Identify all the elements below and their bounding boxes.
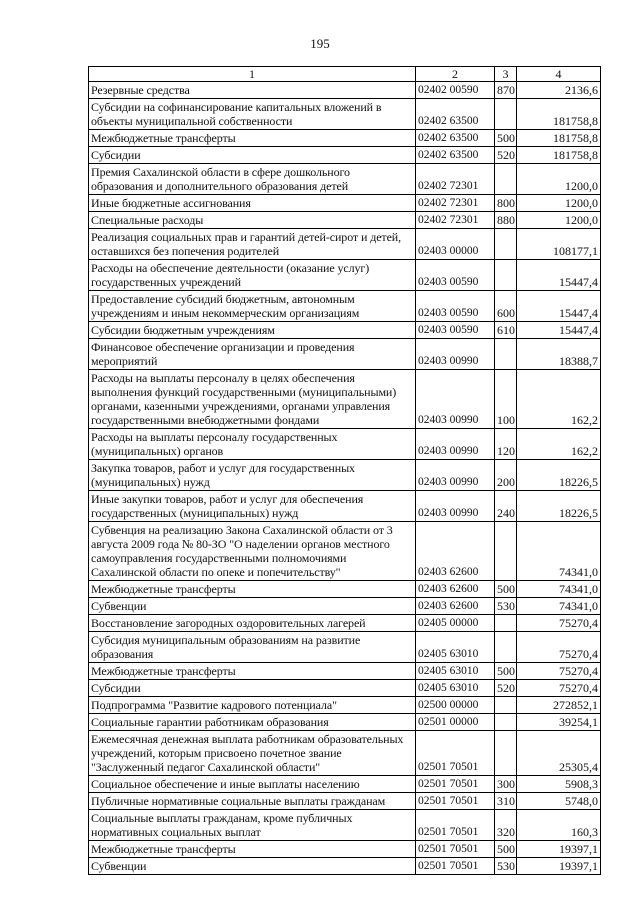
- row-name: Расходы на выплаты персоналу государственных (муниципальных) органов: [89, 429, 416, 460]
- row-name: Расходы на выплаты персоналу в целях обеспечения выполнения функций государственными (муниципальными) органами, казенными учреждениями, органами управления государственными внебюджетными фондами: [89, 370, 416, 429]
- row-code: 02501 70501: [416, 793, 495, 810]
- row-name: Иные закупки товаров, работ и услуг для обеспечения государственных (муниципальных) нужд: [89, 491, 416, 522]
- row-name: Социальные выплаты гражданам, кроме публичных нормативных социальных выплат: [89, 810, 416, 841]
- table-row: [89, 841, 601, 858]
- row-name: Публичные нормативные социальные выплаты гражданам: [89, 793, 416, 810]
- table-body: [89, 82, 601, 875]
- row-expense-type: 610: [495, 322, 517, 339]
- row-code: 02501 70501: [416, 776, 495, 793]
- row-sum: 39254,1: [517, 714, 601, 731]
- row-code: 02403 00000: [416, 229, 495, 260]
- row-sum: 18226,5: [517, 460, 601, 491]
- row-name: Межбюджетные трансферты: [89, 130, 416, 147]
- row-expense-type: 800: [495, 195, 517, 212]
- row-expense-type: 500: [495, 663, 517, 680]
- row-sum: 75270,4: [517, 680, 601, 697]
- row-name: Резервные средства: [89, 82, 416, 99]
- row-name: Специальные расходы: [89, 212, 416, 229]
- row-expense-type: [495, 229, 517, 260]
- row-expense-type: [495, 339, 517, 370]
- row-expense-type: 530: [495, 858, 517, 875]
- row-code: 02403 00590: [416, 291, 495, 322]
- row-sum: 181758,8: [517, 99, 601, 130]
- row-sum: 1200,0: [517, 164, 601, 195]
- row-expense-type: 100: [495, 370, 517, 429]
- row-name: Межбюджетные трансферты: [89, 841, 416, 858]
- row-name: Субсидия муниципальным образованиям на развитие образования: [89, 632, 416, 663]
- row-expense-type: 200: [495, 460, 517, 491]
- table-row: [89, 82, 601, 99]
- row-sum: 25305,4: [517, 731, 601, 776]
- row-name: Социальное обеспечение и иные выплаты населению: [89, 776, 416, 793]
- table-row: [89, 714, 601, 731]
- row-sum: 75270,4: [517, 663, 601, 680]
- row-name: Субсидии: [89, 680, 416, 697]
- row-name: Финансовое обеспечение организации и проведения мероприятий: [89, 339, 416, 370]
- table-row: [89, 776, 601, 793]
- table-row: [89, 697, 601, 714]
- row-name: Закупка товаров, работ и услуг для государственных (муниципальных) нужд: [89, 460, 416, 491]
- row-code: 02402 63500: [416, 99, 495, 130]
- row-code: 02403 00990: [416, 429, 495, 460]
- row-expense-type: 520: [495, 147, 517, 164]
- table-row: [89, 130, 601, 147]
- row-sum: 181758,8: [517, 130, 601, 147]
- row-code: 02405 63010: [416, 663, 495, 680]
- row-sum: 74341,0: [517, 598, 601, 615]
- row-sum: 5908,3: [517, 776, 601, 793]
- row-name: Межбюджетные трансферты: [89, 581, 416, 598]
- table-row: [89, 339, 601, 370]
- row-name: Ежемесячная денежная выплата работникам образовательных учреждений, которым присвоено почетное звание "Заслуженный педагог Сахалинской области": [89, 731, 416, 776]
- table-row: [89, 147, 601, 164]
- table-row: [89, 598, 601, 615]
- row-sum: 2136,6: [517, 82, 601, 99]
- row-expense-type: [495, 615, 517, 632]
- table-row: [89, 99, 601, 130]
- row-expense-type: 530: [495, 598, 517, 615]
- row-expense-type: [495, 260, 517, 291]
- row-code: 02501 70501: [416, 731, 495, 776]
- table-row: [89, 260, 601, 291]
- row-name: Субвенция на реализацию Закона Сахалинской области от 3 августа 2009 года № 80-ЗО "О наделении органов местного самоуправления государственными полномочиями Сахалинской области по опеке и попечительству": [89, 522, 416, 581]
- row-code: 02403 62600: [416, 522, 495, 581]
- row-name: Подпрограмма "Развитие кадрового потенциала": [89, 697, 416, 714]
- row-sum: 18226,5: [517, 491, 601, 522]
- row-code: 02403 00590: [416, 260, 495, 291]
- table-row: [89, 810, 601, 841]
- table-row: [89, 164, 601, 195]
- row-sum: 74341,0: [517, 522, 601, 581]
- table-row: [89, 663, 601, 680]
- row-sum: 1200,0: [517, 212, 601, 229]
- row-code: 02501 00000: [416, 714, 495, 731]
- row-expense-type: 870: [495, 82, 517, 99]
- row-expense-type: 310: [495, 793, 517, 810]
- row-sum: 181758,8: [517, 147, 601, 164]
- row-name: Субсидии на софинансирование капитальных вложений в объекты муниципальной собственности: [89, 99, 416, 130]
- row-code: 02402 63500: [416, 147, 495, 164]
- row-sum: 160,3: [517, 810, 601, 841]
- row-expense-type: 240: [495, 491, 517, 522]
- row-expense-type: 500: [495, 841, 517, 858]
- row-code: 02402 00590: [416, 82, 495, 99]
- page-number: 195: [310, 36, 330, 51]
- table-row: [89, 680, 601, 697]
- table-row: [89, 212, 601, 229]
- row-name: Социальные гарантии работникам образования: [89, 714, 416, 731]
- row-name: Восстановление загородных оздоровительных лагерей: [89, 615, 416, 632]
- row-name: Субвенции: [89, 858, 416, 875]
- row-code: 02403 00990: [416, 491, 495, 522]
- row-expense-type: [495, 731, 517, 776]
- row-expense-type: 500: [495, 130, 517, 147]
- table-row: [89, 195, 601, 212]
- row-sum: 74341,0: [517, 581, 601, 598]
- table-row: [89, 460, 601, 491]
- row-expense-type: [495, 164, 517, 195]
- table-row: [89, 632, 601, 663]
- row-sum: 162,2: [517, 429, 601, 460]
- table-row: [89, 370, 601, 429]
- row-name: Предоставление субсидий бюджетным, автономным учреждениям и иным некоммерческим организациям: [89, 291, 416, 322]
- table-row: [89, 322, 601, 339]
- row-sum: 15447,4: [517, 322, 601, 339]
- row-sum: 19397,1: [517, 841, 601, 858]
- row-name: Субсидии бюджетным учреждениям: [89, 322, 416, 339]
- row-code: 02500 00000: [416, 697, 495, 714]
- row-expense-type: 520: [495, 680, 517, 697]
- row-code: 02405 00000: [416, 615, 495, 632]
- row-code: 02405 63010: [416, 680, 495, 697]
- row-name: Субсидии: [89, 147, 416, 164]
- row-sum: 5748,0: [517, 793, 601, 810]
- row-expense-type: [495, 99, 517, 130]
- row-sum: 15447,4: [517, 291, 601, 322]
- table-row: [89, 229, 601, 260]
- row-code: 02402 63500: [416, 130, 495, 147]
- column-header-name: 1: [89, 67, 416, 82]
- row-code: 02403 62600: [416, 598, 495, 615]
- row-code: 02403 00590: [416, 322, 495, 339]
- row-sum: 18388,7: [517, 339, 601, 370]
- row-expense-type: [495, 714, 517, 731]
- row-code: 02403 00990: [416, 460, 495, 491]
- table-row: [89, 793, 601, 810]
- row-code: 02403 00990: [416, 339, 495, 370]
- row-sum: 108177,1: [517, 229, 601, 260]
- table-row: [89, 581, 601, 598]
- row-expense-type: 500: [495, 581, 517, 598]
- row-name: Субвенции: [89, 598, 416, 615]
- row-name: Реализация социальных прав и гарантий детей-сирот и детей, оставшихся без попечения родителей: [89, 229, 416, 260]
- row-sum: 162,2: [517, 370, 601, 429]
- table-row: [89, 491, 601, 522]
- row-expense-type: [495, 697, 517, 714]
- row-expense-type: [495, 632, 517, 663]
- table-header-row: [89, 67, 601, 82]
- table-row: [89, 731, 601, 776]
- row-code: 02405 63010: [416, 632, 495, 663]
- table-row: [89, 429, 601, 460]
- row-expense-type: 120: [495, 429, 517, 460]
- column-header-sum: 4: [517, 67, 601, 82]
- row-expense-type: 880: [495, 212, 517, 229]
- row-code: 02501 70501: [416, 810, 495, 841]
- row-code: 02501 70501: [416, 841, 495, 858]
- row-expense-type: 320: [495, 810, 517, 841]
- row-sum: 75270,4: [517, 632, 601, 663]
- row-name: Расходы на обеспечение деятельности (оказание услуг) государственных учреждений: [89, 260, 416, 291]
- table-row: [89, 522, 601, 581]
- row-code: 02402 72301: [416, 195, 495, 212]
- row-sum: 19397,1: [517, 858, 601, 875]
- row-code: 02403 62600: [416, 581, 495, 598]
- column-header-vr: 3: [495, 67, 517, 82]
- row-sum: 1200,0: [517, 195, 601, 212]
- row-code: 02402 72301: [416, 212, 495, 229]
- row-code: 02403 00990: [416, 370, 495, 429]
- row-code: 02402 72301: [416, 164, 495, 195]
- budget-table: [88, 66, 601, 875]
- column-header-code: 2: [416, 67, 495, 82]
- row-code: 02501 70501: [416, 858, 495, 875]
- row-sum: 15447,4: [517, 260, 601, 291]
- row-sum: 272852,1: [517, 697, 601, 714]
- table-row: [89, 615, 601, 632]
- table-row: [89, 291, 601, 322]
- row-name: Иные бюджетные ассигнования: [89, 195, 416, 212]
- row-name: Межбюджетные трансферты: [89, 663, 416, 680]
- row-expense-type: [495, 522, 517, 581]
- row-expense-type: 600: [495, 291, 517, 322]
- row-name: Премия Сахалинской области в сфере дошкольного образования и дополнительного образования детей: [89, 164, 416, 195]
- row-expense-type: 300: [495, 776, 517, 793]
- row-sum: 75270,4: [517, 615, 601, 632]
- table-row: [89, 858, 601, 875]
